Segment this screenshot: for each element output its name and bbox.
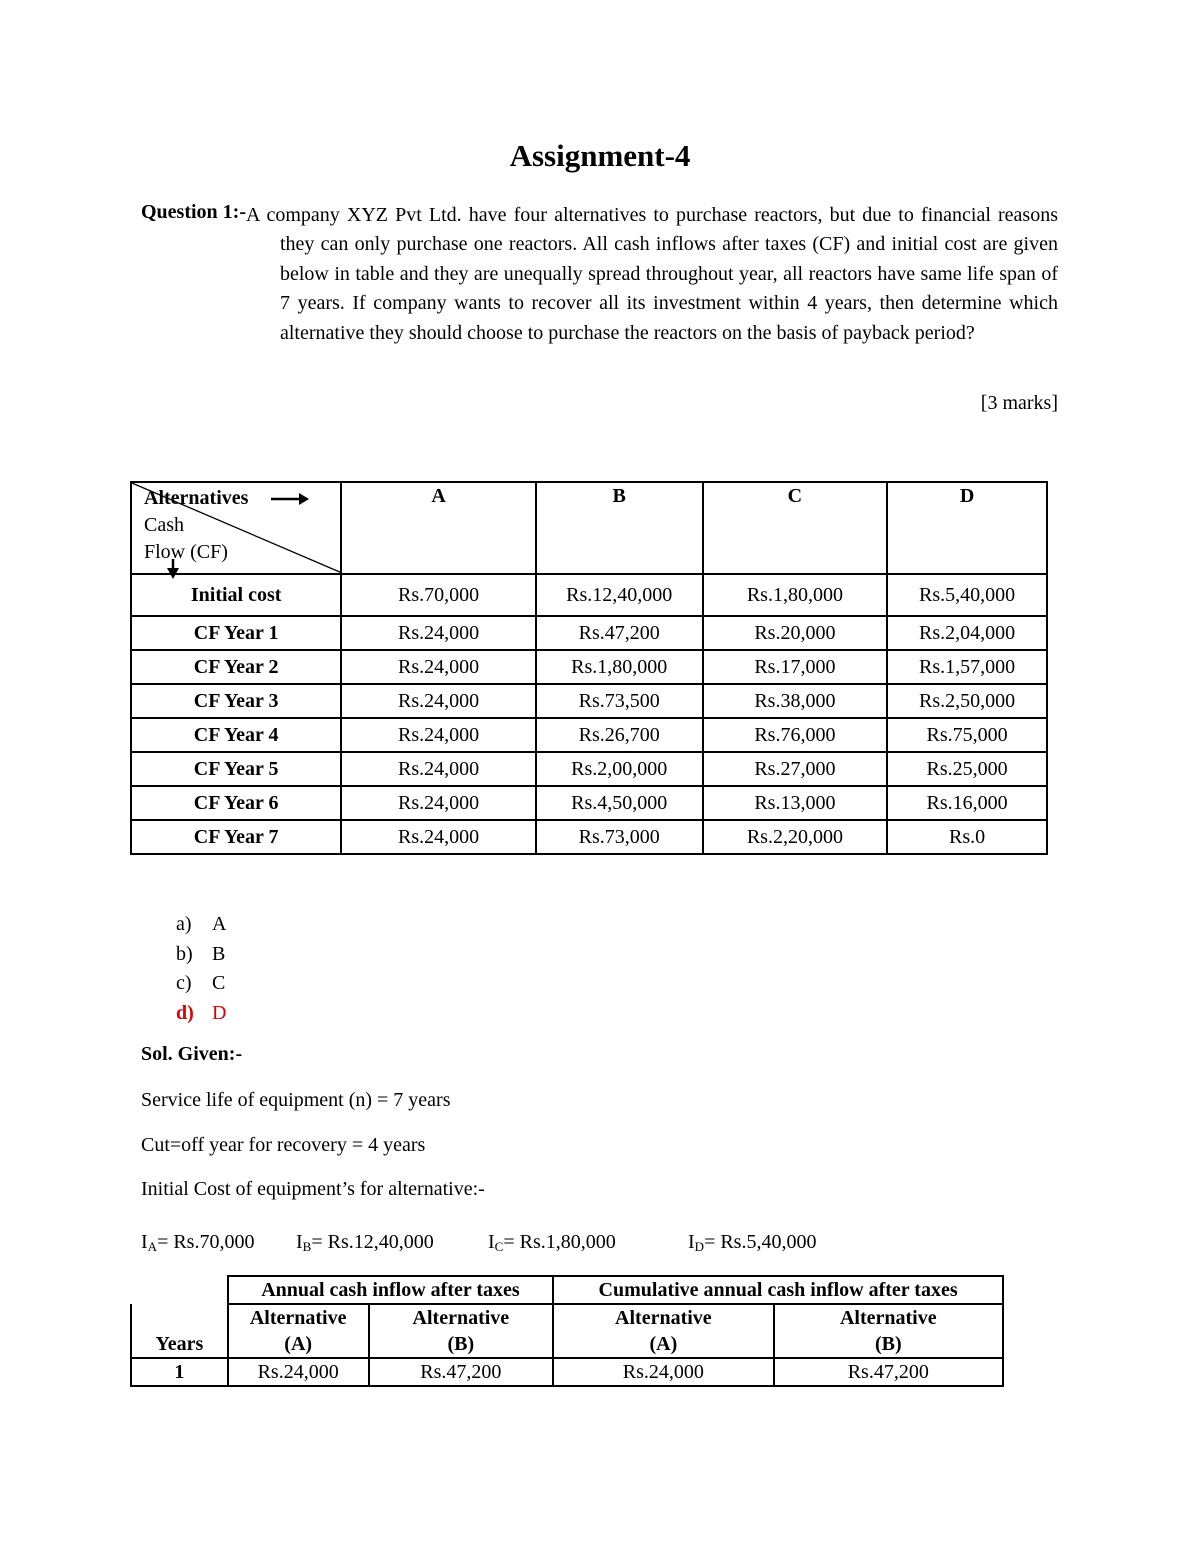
question-label: Question 1:- [141,201,246,223]
table-cell: Rs.0 [887,820,1047,854]
table-cell: Rs.17,000 [703,650,888,684]
answer-options [176,910,226,1028]
table-subheader-row [131,1304,1003,1358]
corner-flow-label: Flow (CF) [144,541,228,563]
table-cell: Rs.47,200 [536,616,703,650]
table-header-row [131,1276,1003,1304]
table-cell: Rs.16,000 [887,786,1047,820]
table-cell: Rs.24,000 [228,1358,369,1386]
table-cell: Rs.24,000 [553,1358,773,1386]
table-cell: Rs.2,04,000 [887,616,1047,650]
table-cell: Rs.76,000 [703,718,888,752]
table-cell: Rs.47,200 [369,1358,554,1386]
cost-b: $I_B= Rs.12,40,000$ [296,1231,434,1254]
table-cell: Rs.73,000 [536,820,703,854]
table-cell: Rs.70,000 [341,574,536,616]
group-header-cumulative: Cumulative annual cash inflow after taxes [553,1276,1003,1304]
table-row [131,684,1047,718]
corner-header-cell [131,482,341,574]
right-arrow-icon [271,492,309,506]
table-cell: Rs.13,000 [703,786,888,820]
initial-cost-intro: Initial Cost of equipment’s for alternative:- [141,1178,485,1200]
table-row [131,574,1047,616]
row-label: CF Year 4 [131,718,341,752]
header-cell: B [536,482,703,574]
alternatives-table [130,481,1048,855]
table-cell: Rs.20,000 [703,616,888,650]
header-cell: D [887,482,1047,574]
row-label: CF Year 6 [131,786,341,820]
table-cell: Rs.24,000 [341,820,536,854]
header-cell: A [341,482,536,574]
initial-costs-line [141,1231,816,1255]
table-cell: Rs.12,40,000 [536,574,703,616]
table-cell: Rs.4,50,000 [536,786,703,820]
alt-header: Alternative (B) [774,1304,1003,1358]
table-cell: Rs.73,500 [536,684,703,718]
table-cell: Rs.5,40,000 [887,574,1047,616]
table-cell: Rs.24,000 [341,718,536,752]
row-label: CF Year 5 [131,752,341,786]
option-c: c) C [176,972,226,994]
alt-header: Alternative (A) [228,1304,369,1358]
corner-alternatives-label: Alternatives [144,487,249,509]
service-life-line: Service life of equipment (n) = 7 years [141,1089,451,1111]
table-row [131,786,1047,820]
table-cell: Rs.26,700 [536,718,703,752]
page-title: Assignment-4 [509,138,691,173]
down-arrow-icon [166,559,180,579]
table-row [131,718,1047,752]
table-cell: Rs.24,000 [341,616,536,650]
years-header: Years [131,1304,228,1358]
year-cell: 1 [131,1358,228,1386]
table-cell: Rs.27,000 [703,752,888,786]
header-cell: C [703,482,888,574]
question-marks: [3 marks] [980,392,1058,414]
row-label: Initial cost [131,574,341,616]
alt-header: Alternative (B) [369,1304,554,1358]
option-b: b) B [176,942,226,965]
table-cell: Rs.47,200 [774,1358,1003,1386]
solution-heading: Sol. Given:- [141,1043,243,1065]
table-cell: Rs.1,80,000 [536,650,703,684]
table-header-row [131,482,1047,574]
cost-d: $I_D= Rs.5,40,000$ [688,1231,817,1254]
table-cell: Rs.75,000 [887,718,1047,752]
table-cell: Rs.1,80,000 [703,574,888,616]
cutoff-line: Cut=off year for recovery = 4 years [141,1134,426,1156]
table-row [131,616,1047,650]
cost-a: $I_A= Rs.70,000$ [141,1231,255,1254]
table-row [131,820,1047,854]
option-d-correct: d) D [176,1001,227,1024]
table-cell: Rs.24,000 [341,650,536,684]
option-a: a) A [176,913,227,935]
table-cell: Rs.24,000 [341,786,536,820]
table-row [131,650,1047,684]
table-cell: Rs.1,57,000 [887,650,1047,684]
corner-cash-label: Cash [144,514,184,536]
table-row [131,1358,1003,1386]
group-header-annual: Annual cash inflow after taxes [228,1276,553,1304]
cost-c: $I_C= Rs.1,80,000$ [488,1231,616,1254]
table-cell: Rs.38,000 [703,684,888,718]
row-label: CF Year 7 [131,820,341,854]
row-label: CF Year 1 [131,616,341,650]
row-label: CF Year 2 [131,650,341,684]
table-row [131,752,1047,786]
table-cell: Rs.24,000 [341,684,536,718]
cash-inflow-table [130,1275,1004,1387]
table-cell: Rs.24,000 [341,752,536,786]
table-cell: Rs.2,20,000 [703,820,888,854]
table-cell: Rs.2,00,000 [536,752,703,786]
table-cell: Rs.25,000 [887,752,1047,786]
row-label: CF Year 3 [131,684,341,718]
table-cell: Rs.2,50,000 [887,684,1047,718]
question-text: A company XYZ Pvt Ltd. have four alternatives to purchase reactors, but due to financial reasons they can only purchase one reactors. All cash inflows after taxes (CF) and initial cost are given below in table and they are unequally spread throughout year, all reactors have same life span of 7 years. If company wants to recover all its investment within 4 years, then determine which alternative they should choose to purchase the reactors on the basis of payback period? [246,204,1058,344]
alt-header: Alternative (A) [553,1304,773,1358]
